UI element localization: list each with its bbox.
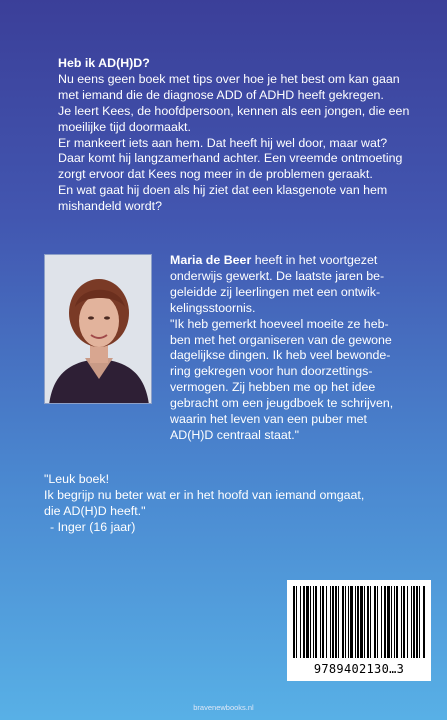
barcode-bar: [416, 586, 418, 658]
isbn-number: 9789402130…3: [291, 662, 427, 676]
blurb-line: moeilijke tijd doormaakt.: [58, 119, 191, 134]
barcode-bar: [403, 586, 405, 658]
barcode-bar: [391, 586, 392, 658]
blurb-line: Er mankeert iets aan hem. Dat heeft hij wel door, maar wat?: [58, 135, 388, 150]
barcode-bar: [342, 586, 344, 658]
author-bio-line: onderwijs gewerkt. De laatste jaren be-: [170, 268, 385, 283]
barcode-bar: [355, 586, 356, 658]
barcode-bar: [394, 586, 395, 658]
publisher-url: bravenewbooks.nl: [193, 703, 254, 712]
barcode-bar: [357, 586, 359, 658]
barcode-bar: [364, 586, 365, 658]
back-cover-blurb: [58, 56, 428, 215]
barcode-bar: [332, 586, 334, 658]
barcode-bar: [384, 586, 386, 658]
barcode-bar: [401, 586, 402, 658]
barcode-bar: [413, 586, 415, 658]
barcode-bar: [377, 586, 378, 658]
barcode-bar: [320, 586, 321, 658]
author-portrait-image: [45, 255, 152, 404]
quote-attribution: - Inger (16 jaar): [50, 519, 136, 534]
author-bio-line: kelingsstoornis.: [170, 300, 256, 315]
quote-line: die AD(H)D heeft.": [44, 503, 146, 518]
blurb-heading: Heb ik AD(H)D?: [58, 56, 150, 70]
blurb-line: mishandeld wordt?: [58, 199, 163, 214]
author-bio: [170, 253, 432, 444]
barcode-bar: [300, 586, 301, 658]
author-bio-first-line-text: heeft in het voortgezet: [251, 253, 378, 267]
barcode-bar: [423, 586, 425, 658]
author-bio-line: ben met het organiseren van de gewone: [170, 332, 392, 347]
barcode-bar: [407, 586, 408, 658]
author-bio-line: waarin het leven van een puber met: [170, 412, 367, 427]
author-bio-line: dagelijkse dingen. Ik heb veel bewonde-: [170, 348, 391, 363]
blurb-line: zorgt ervoor dat Kees nog meer in de problemen geraakt.: [58, 167, 373, 182]
barcode-bar: [310, 586, 311, 658]
author-bio-line: ring gekregen voor hun doorzettings-: [170, 364, 373, 379]
barcode-bar: [293, 586, 295, 658]
author-bio-line: geleidde zij leerlingen met een ontwik-: [170, 284, 381, 299]
barcode-bar: [350, 586, 353, 658]
author-photo: [44, 254, 152, 404]
blurb-line: En wat gaat hij doen als hij ziet dat een klasgenote van hem: [58, 183, 388, 198]
author-bio-line: "Ik heb gemerkt hoeveel moeite ze heb-: [170, 316, 389, 331]
barcode-bar: [313, 586, 314, 658]
barcode-bar: [411, 586, 412, 658]
barcode-bar: [326, 586, 327, 658]
barcode-bar: [296, 586, 297, 658]
barcode-bar: [303, 586, 305, 658]
barcode-bar: [315, 586, 317, 658]
barcode-bar: [419, 586, 420, 658]
barcode-bar: [306, 586, 309, 658]
barcode-bar: [335, 586, 337, 658]
author-name: Maria de Beer: [170, 253, 252, 267]
barcode-bar: [338, 586, 339, 658]
barcode-bar: [367, 586, 369, 658]
barcode-bar: [322, 586, 324, 658]
barcode-bar: [330, 586, 331, 658]
reader-quote: [44, 472, 414, 536]
author-bio-line: vermogen. Zij hebben me op het idee: [170, 380, 376, 395]
blurb-line: Je leert Kees, de hoofdpersoon, kennen als een jongen, die een: [58, 103, 410, 118]
barcode-bar: [360, 586, 363, 658]
author-bio-line: AD(H)D centraal staat.": [170, 427, 300, 442]
blurb-line: Daar komt hij langzamerhand achter. Een vreemde ontmoeting: [58, 151, 403, 166]
author-bio-line: gebracht om een jeugdboek te schrijven,: [170, 396, 394, 411]
isbn-barcode: [287, 580, 431, 681]
blurb-line: Nu eens geen boek met tips over hoe je het best om kan gaan: [58, 71, 400, 86]
quote-line: Ik begrijp nu beter wat er in het hoofd van iemand omgaat,: [44, 487, 365, 502]
blurb-line: met iemand die de diagnose ADD of ADHD heeft gekregen.: [58, 87, 384, 102]
quote-line: "Leuk boek!: [44, 472, 110, 486]
author-bio-first-line: [170, 253, 432, 269]
barcode-bar: [374, 586, 376, 658]
barcode-bar: [387, 586, 390, 658]
barcode-bar: [348, 586, 349, 658]
barcode-bar: [396, 586, 398, 658]
barcode-bar: [370, 586, 371, 658]
barcode-bar: [381, 586, 382, 658]
barcode-bar: [345, 586, 346, 658]
